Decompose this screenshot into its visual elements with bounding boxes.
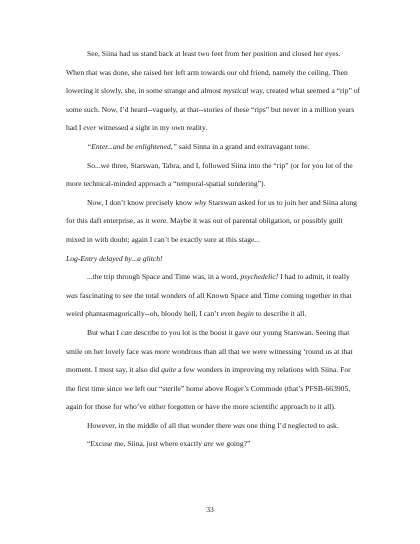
text-line bbox=[66, 361, 370, 380]
italic-text: can bbox=[120, 327, 132, 337]
italic-text: “Enter...and be enlightened,” bbox=[87, 141, 177, 151]
text-line bbox=[66, 119, 370, 138]
text-line bbox=[66, 175, 370, 194]
text-line bbox=[66, 380, 370, 399]
text-run: way, created what seemed a “rip” of bbox=[248, 86, 361, 96]
text-line bbox=[66, 305, 370, 324]
text-run: Starswan asked for us to join her and Siina along bbox=[206, 197, 357, 207]
text-run: one thing I’d neglected to ask. bbox=[244, 420, 339, 430]
text-run: However, in the middle of all that wonder there bbox=[87, 420, 234, 430]
text-run: fascinating to see the total wonders of all Known Space and Time coming together in that bbox=[77, 290, 352, 300]
text-line bbox=[66, 231, 370, 250]
text-line bbox=[66, 82, 370, 101]
italic-text: are bbox=[203, 439, 214, 449]
text-run: mixed in with doubt; again I can’t be exactly sure at this stage... bbox=[66, 234, 261, 244]
text-run: again for those for who’ve either forgotten or have the more scientific approach to it all). bbox=[66, 402, 336, 412]
text-run: lowering it slowly, she, in some strange and almost bbox=[66, 86, 224, 96]
italic-text: more bbox=[154, 346, 170, 356]
page-number: 33 bbox=[206, 505, 214, 514]
text-run: more technical-minded approach a “temporal-spatial sundering”). bbox=[66, 179, 266, 189]
text-line bbox=[66, 194, 370, 213]
text-run: some such. Now, I’d heard--vaguely, at that--stories of these “rips” but never in a million years bbox=[66, 104, 355, 114]
italic-text: why bbox=[194, 197, 207, 207]
body-text bbox=[66, 45, 370, 454]
text-line bbox=[66, 157, 370, 176]
text-line bbox=[66, 64, 370, 83]
text-run: weird phantasmagorically--oh, bloody hell, I can’t even bbox=[66, 309, 237, 319]
text-line bbox=[66, 212, 370, 231]
text-line bbox=[66, 138, 370, 157]
text-line bbox=[66, 435, 370, 454]
text-line bbox=[66, 324, 370, 343]
text-run: “Excuse me, Siina, just where exactly bbox=[87, 439, 204, 449]
text-line bbox=[66, 398, 370, 417]
text-run: we going?” bbox=[213, 439, 251, 449]
text-run: But what I bbox=[87, 327, 121, 337]
italic-text: was bbox=[66, 290, 78, 300]
text-line bbox=[66, 417, 370, 436]
text-line bbox=[66, 343, 370, 362]
text-line bbox=[66, 45, 370, 64]
text-run: describe to you lot is the boost it gave our young Starswan. Seeing that bbox=[131, 327, 350, 337]
text-run: for this daft enterprise, as it were. Maybe it was out of parental obligation, or possibly guilt bbox=[66, 216, 343, 226]
italic-text: begin bbox=[236, 309, 254, 319]
text-run: Now, I don’t know precisely know bbox=[87, 197, 195, 207]
text-run: See, Siina had us stand back at least two feet from her position and closed her eyes. bbox=[87, 49, 341, 58]
text-run: witnessed a sight in my own reality. bbox=[96, 123, 208, 133]
italic-text: ever bbox=[83, 123, 97, 133]
text-line bbox=[66, 101, 370, 120]
text-run: So...we three, Starswan, Tabra, and I, followed Siina into the “rip” (or for you lot of the bbox=[87, 160, 353, 170]
italic-text: quite bbox=[161, 365, 177, 375]
text-run: said Sinna in a grand and extravagant tone. bbox=[176, 141, 310, 151]
text-run: wondrous than all that we were witnessing ‘round us at that bbox=[169, 346, 353, 356]
text-line bbox=[66, 268, 370, 287]
italic-text: mystical bbox=[223, 86, 249, 96]
text-run: the first time since we left our “sterile” home above Roger’s Commode (that’s PFSB-663905, bbox=[66, 383, 351, 393]
text-run: ...the trip through Space and Time was, in a word, bbox=[87, 272, 241, 282]
italic-text: was bbox=[233, 420, 245, 430]
text-run: I had to admit, it really bbox=[278, 272, 350, 282]
text-run: smile on her lovely face was bbox=[66, 346, 155, 356]
text-run: a few wonders in improving my relations with Siina. For bbox=[176, 365, 351, 375]
text-run: When that was done, she raised her left arm towards our old friend, namely the ceiling. Then bbox=[66, 67, 348, 77]
text-line bbox=[66, 250, 370, 269]
text-run: had I bbox=[66, 123, 84, 133]
italic-text: Log-Entry delayed by...a glitch! bbox=[66, 253, 163, 263]
text-run: to describe it all. bbox=[253, 309, 307, 319]
text-line bbox=[66, 287, 370, 306]
italic-text: psychedelic! bbox=[240, 272, 279, 282]
text-run: moment. I must say, it also did bbox=[66, 365, 162, 375]
